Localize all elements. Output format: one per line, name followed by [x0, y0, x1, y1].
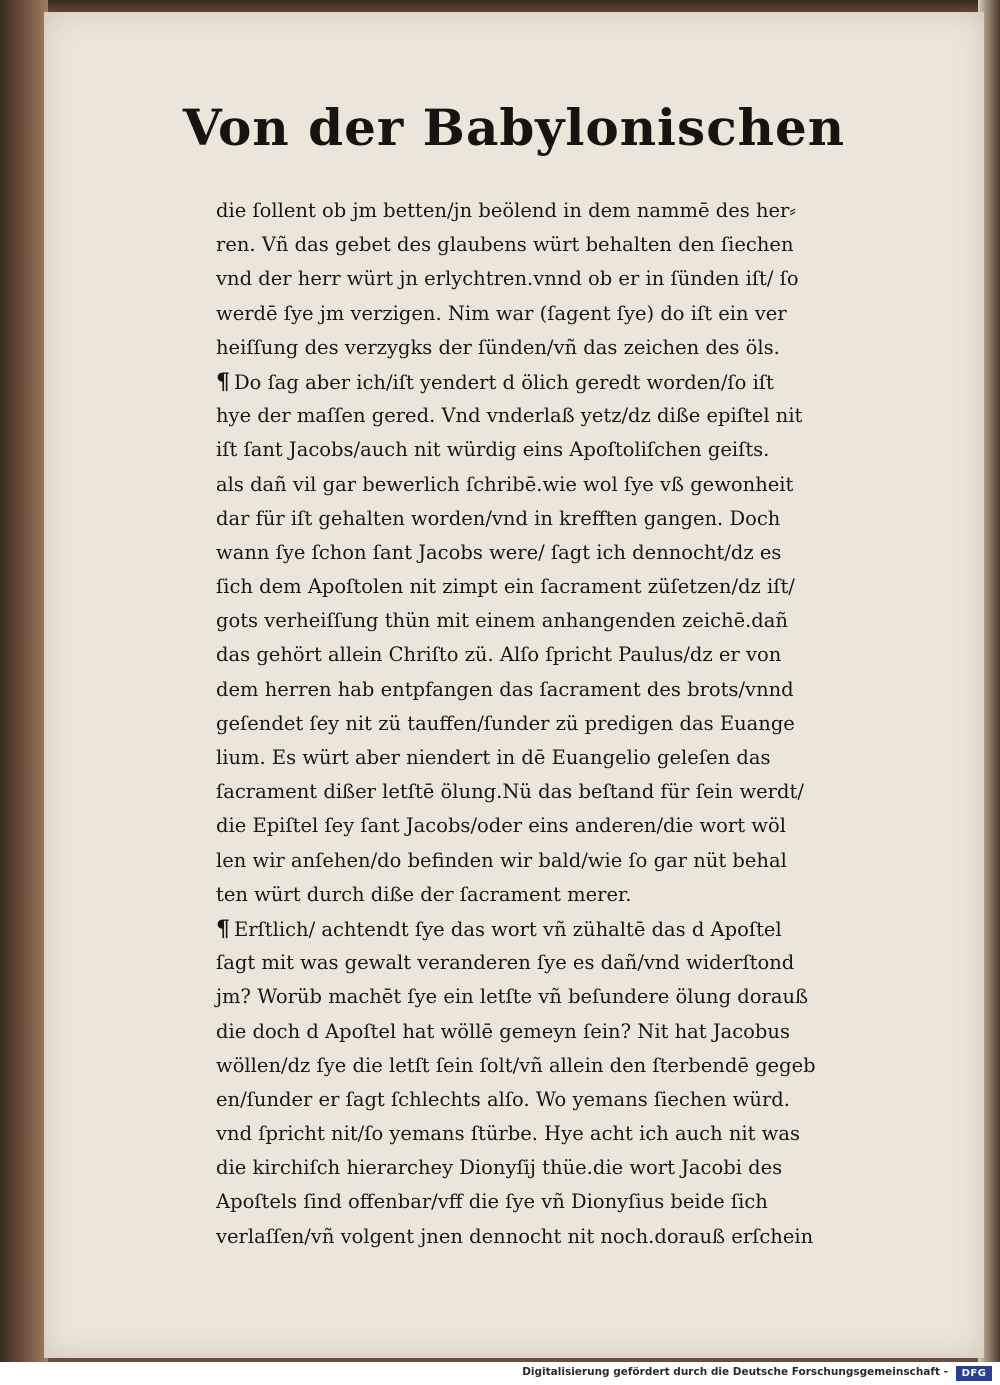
text-line: [216, 1220, 916, 1254]
line-text: die Epiſtel ſey ſant Jacobs/oder eins anderen/die wort wöl: [216, 814, 786, 838]
line-text: die ſollent ob jm betten/jn beölend in dem nammē des her⸗: [216, 199, 796, 222]
body-text: [216, 194, 916, 1254]
text-line: [216, 262, 916, 296]
text-line: [216, 1083, 916, 1117]
text-line: [216, 741, 916, 775]
line-text: das gehört allein Chriſto zü. Alſo ſpricht Paulus/dz er von: [216, 643, 782, 667]
line-text: geſendet ſey nit zü tauffen/ſunder zü predigen das Euange: [216, 711, 795, 735]
line-text: die kirchiſch hierarchey Dionyſij thüe.die wort Jacobi des: [216, 1156, 783, 1180]
text-line: [216, 399, 916, 433]
line-text: ſagt mit was gewalt veranderen ſye es dañ/vnd widerſtond: [216, 951, 795, 975]
text-line: [216, 297, 916, 331]
running-head: Von der Babylonischen: [182, 98, 846, 157]
line-text: als dañ vil gar bewerlich ſchribē.wie wol ſye vß gewonheit: [216, 472, 794, 496]
line-text: ſich dem Apoſtolen nit zimpt ein ſacrament züſetzen/dz iſt/: [216, 575, 795, 599]
paragraph-mark: ¶: [216, 915, 230, 942]
text-line: [216, 433, 916, 467]
line-text: iſt ſant Jacobs/auch nit würdig eins Apoſtoliſchen geiſts.: [216, 438, 770, 462]
text-line: [216, 536, 916, 570]
line-text: Apoſtels ſind offenbar/vff die ſye vñ Dionyſius beide ſich: [216, 1190, 768, 1214]
funding-credit: Digitalisierung gefördert durch die Deutsche Forschungsgemeinschaft -: [522, 1366, 948, 1378]
text-line: [216, 844, 916, 878]
text-line: [216, 809, 916, 843]
text-line: [216, 228, 916, 262]
line-text: en/ſunder er ſagt ſchlechts alſo. Wo yemans ſiechen würd.: [216, 1087, 790, 1111]
line-text: dar für iſt gehalten worden/vnd in krefften gangen. Doch: [216, 506, 781, 530]
line-text: heiſſung des verzygks der ſünden/vñ das zeichen des öls.: [216, 335, 780, 359]
line-text: ten würt durch diße der ſacrament merer.: [216, 882, 632, 906]
text-line: [216, 912, 916, 946]
book-page: [44, 12, 984, 1358]
line-text: Erſtlich/ achtendt ſye das wort vñ zühaltē das d Apoſtel: [234, 917, 782, 941]
text-line: [216, 1049, 916, 1083]
text-line: [216, 775, 916, 809]
line-text: gots verheiſſung thün mit einem anhangenden zeichē.dañ: [216, 609, 788, 633]
line-text: wöllen/dz ſye die letſt ſein ſolt/vñ allein den ſterbendē gegeb: [216, 1053, 816, 1077]
line-text: ſacrament dißer letſtē ölung.Nü das beſtand für ſein werdt/: [216, 780, 804, 804]
text-line: [216, 570, 916, 604]
text-line: [216, 194, 916, 228]
line-text: lium. Es würt aber niendert in dē Euangelio geleſen das: [216, 746, 771, 769]
text-line: [216, 946, 916, 980]
line-text: Do ſag aber ich/iſt yendert d ölich geredt worden/ſo iſt: [234, 370, 774, 394]
book-edge-left: [0, 0, 48, 1362]
line-text: verlaſſen/vñ volgent jnen dennocht nit noch.dorauß erſchein: [216, 1224, 814, 1248]
text-line: [216, 468, 916, 502]
paragraph-mark: ¶: [216, 368, 230, 395]
text-line: [216, 980, 916, 1014]
text-line: [216, 707, 916, 741]
text-line: [216, 331, 916, 365]
line-text: hye der maſſen gered. Vnd vnderlaß yetz/dz diße epiſtel nit: [216, 404, 803, 428]
line-text: vnd ſpricht nit/ſo yemans ſtürbe. Hye acht ich auch nit was: [216, 1122, 801, 1146]
line-text: wann ſye ſchon ſant Jacobs were/ ſagt ich dennocht/dz es: [216, 540, 782, 564]
text-line: [216, 604, 916, 638]
text-line: [216, 502, 916, 536]
line-text: werdē ſye jm verzigen. Nim war (ſagent ſye) do iſt ein ver: [216, 301, 787, 325]
dfg-logo: DFG: [956, 1366, 992, 1381]
footer: [0, 1362, 1000, 1385]
text-line: [216, 365, 916, 399]
text-line: [216, 878, 916, 912]
line-text: dem herren hab entpfangen das ſacrament des brots/vnnd: [216, 677, 794, 701]
text-line: [216, 1117, 916, 1151]
line-text: jm? Worüb machēt ſye ein letſte vñ beſundere ölung dorauß: [216, 985, 809, 1009]
text-line: [216, 1015, 916, 1049]
text-line: [216, 1151, 916, 1185]
line-text: len wir anſehen/do befinden wir bald/wie ſo gar nüt behal: [216, 848, 787, 872]
text-line: [216, 673, 916, 707]
line-text: die doch d Apoſtel hat wöllē gemeyn ſein? Nit hat Jacobus: [216, 1019, 790, 1043]
text-line: [216, 1185, 916, 1219]
line-text: ren. Vñ das gebet des glaubens würt behalten den ſiechen: [216, 233, 794, 257]
text-line: [216, 638, 916, 672]
line-text: vnd der herr würt jn erlychtren.vnnd ob er in ſünden iſt/ ſo: [216, 267, 799, 291]
